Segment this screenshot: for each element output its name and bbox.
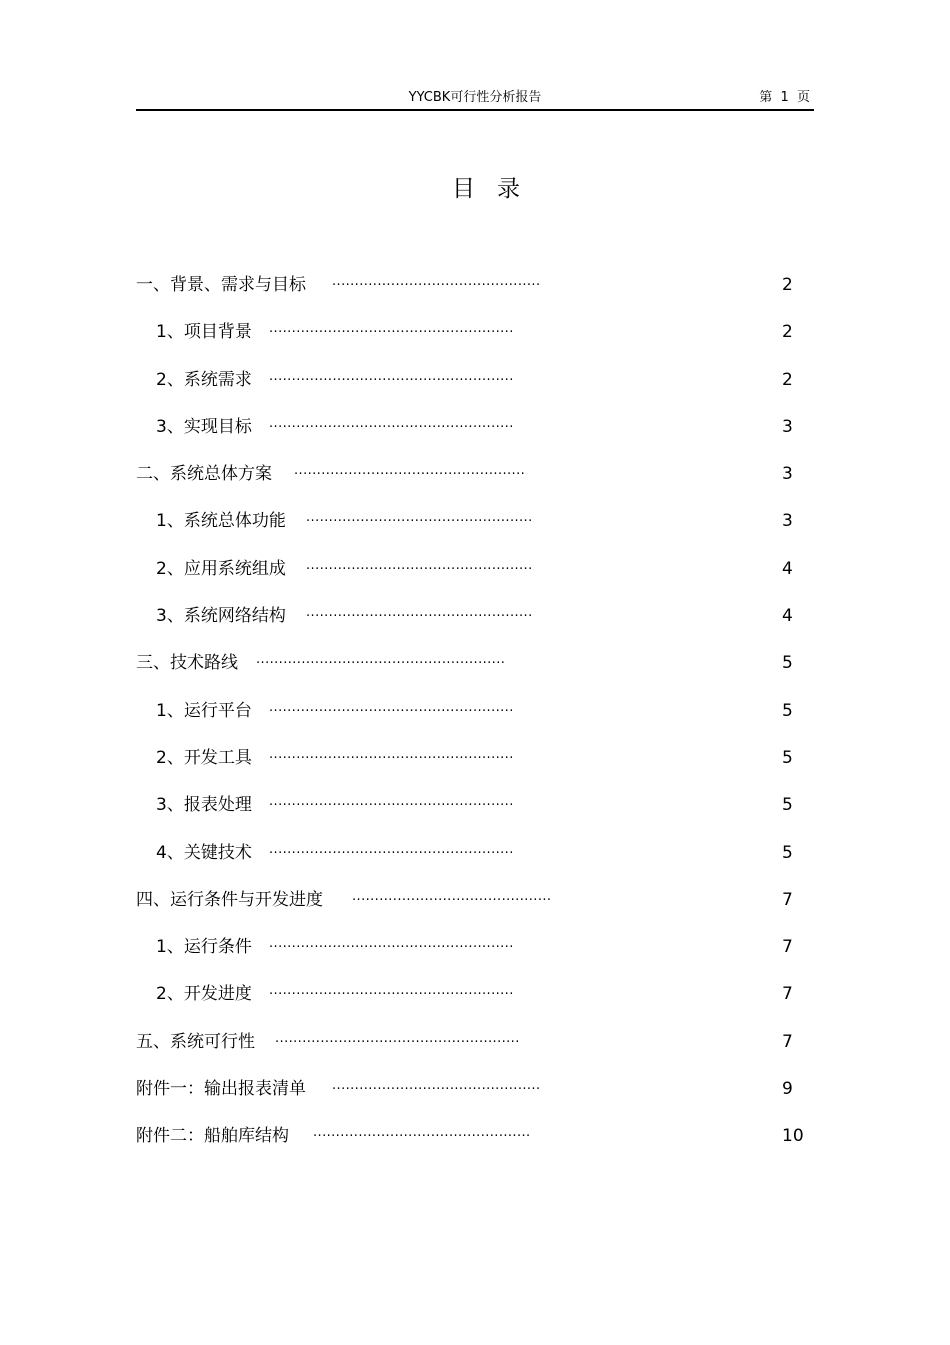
page-number: 第 1 页 xyxy=(759,90,810,105)
toc-entry[interactable] xyxy=(136,554,816,601)
toc-entry-page: 4 xyxy=(782,606,793,627)
toc-dot-leader: ...................................................... xyxy=(269,699,514,715)
toc-entry[interactable] xyxy=(136,838,816,885)
toc-entry[interactable] xyxy=(136,459,816,506)
toc-entry-page: 5 xyxy=(782,747,793,768)
toc-entry[interactable] xyxy=(136,365,816,412)
toc-dot-leader: .................................................. xyxy=(306,557,533,573)
page-header xyxy=(136,84,814,106)
toc-dot-leader: ...................................................... xyxy=(275,1030,520,1046)
toc-entry-label: 3、系统网络结构 xyxy=(156,606,286,627)
toc-entry-label: 四、运行条件与开发进度 xyxy=(136,889,323,910)
toc-dot-leader: ...................................................... xyxy=(269,415,514,431)
toc-entry-label: 2、系统需求 xyxy=(156,369,252,390)
toc-entry-label: 五、系统可行性 xyxy=(136,1031,255,1052)
toc-entry-label: 3、实现目标 xyxy=(156,416,252,437)
toc-entry[interactable] xyxy=(136,317,816,364)
toc-dot-leader: ...................................................... xyxy=(269,746,514,762)
toc-entry-label: 1、运行条件 xyxy=(156,937,252,958)
toc-dot-leader: ...................................................... xyxy=(269,368,514,384)
toc-entry-label: 附件二：船舶库结构 xyxy=(136,1126,289,1147)
toc-entry-label: 附件一：输出报表清单 xyxy=(136,1079,306,1100)
toc-entry-page: 3 xyxy=(782,464,793,485)
toc-entry-page: 4 xyxy=(782,558,793,579)
toc-entry-page: 5 xyxy=(782,700,793,721)
toc-entry-page: 7 xyxy=(782,1031,793,1052)
toc-entry-label: 2、开发进度 xyxy=(156,984,252,1005)
table-of-contents xyxy=(136,270,816,1169)
toc-entry-label: 一、背景、需求与目标 xyxy=(136,275,306,295)
toc-dot-leader: ...................................................... xyxy=(269,321,514,337)
toc-entry-page: 3 xyxy=(782,416,793,437)
toc-dot-leader: ...................................................... xyxy=(269,936,514,952)
toc-entry-page: 5 xyxy=(782,795,793,816)
toc-heading: 目 录 xyxy=(452,176,520,202)
toc-entry-label: 二、系统总体方案 xyxy=(136,464,272,485)
toc-dot-leader: ....................................................... xyxy=(256,652,506,668)
toc-entry-page: 7 xyxy=(782,937,793,958)
toc-entry[interactable] xyxy=(136,932,816,979)
toc-entry[interactable] xyxy=(136,648,816,695)
toc-dot-leader: ...................................................... xyxy=(269,983,514,999)
toc-dot-leader: .............................................. xyxy=(332,1078,541,1094)
toc-dot-leader: ................................................... xyxy=(294,463,526,479)
toc-dot-leader: .................................................. xyxy=(306,605,533,621)
header-divider xyxy=(136,109,814,111)
toc-entry[interactable] xyxy=(136,270,816,317)
toc-entry[interactable] xyxy=(136,412,816,459)
toc-entry-page: 2 xyxy=(782,369,793,390)
toc-dot-leader: ...................................................... xyxy=(269,841,514,857)
toc-entry[interactable] xyxy=(136,696,816,743)
toc-entry-label: 3、报表处理 xyxy=(156,795,252,816)
toc-entry[interactable] xyxy=(136,1027,816,1074)
toc-entry-page: 7 xyxy=(782,984,793,1005)
toc-entry-label: 4、关键技术 xyxy=(156,842,252,863)
toc-dot-leader: ...................................................... xyxy=(269,794,514,810)
toc-entry-page: 9 xyxy=(782,1079,793,1100)
toc-dot-leader: ............................................ xyxy=(352,888,552,904)
toc-entry-label: 1、运行平台 xyxy=(156,700,252,721)
toc-entry[interactable] xyxy=(136,601,816,648)
toc-dot-leader: ................................................ xyxy=(313,1125,531,1141)
toc-entry-page: 2 xyxy=(782,275,793,295)
toc-entry-page: 5 xyxy=(782,653,793,674)
document-title: YYCBK可行性分析报告 xyxy=(408,90,542,105)
toc-entry-label: 2、开发工具 xyxy=(156,747,252,768)
toc-entry[interactable] xyxy=(136,1074,816,1121)
toc-entry-page: 3 xyxy=(782,511,793,532)
toc-entry[interactable] xyxy=(136,506,816,553)
toc-entry-page: 10 xyxy=(782,1126,804,1147)
toc-entry-label: 1、项目背景 xyxy=(156,322,252,343)
toc-entry-page: 2 xyxy=(782,322,793,343)
toc-entry[interactable] xyxy=(136,743,816,790)
toc-entry[interactable] xyxy=(136,790,816,837)
toc-entry[interactable] xyxy=(136,885,816,932)
toc-entry-label: 三、技术路线 xyxy=(136,653,238,674)
toc-entry[interactable] xyxy=(136,1121,816,1168)
toc-dot-leader: .............................................. xyxy=(332,274,541,289)
toc-dot-leader: .................................................. xyxy=(306,510,533,526)
toc-entry-label: 1、系统总体功能 xyxy=(156,511,286,532)
toc-entry-page: 7 xyxy=(782,889,793,910)
toc-entry[interactable] xyxy=(136,979,816,1026)
toc-entry-label: 2、应用系统组成 xyxy=(156,558,286,579)
toc-entry-page: 5 xyxy=(782,842,793,863)
